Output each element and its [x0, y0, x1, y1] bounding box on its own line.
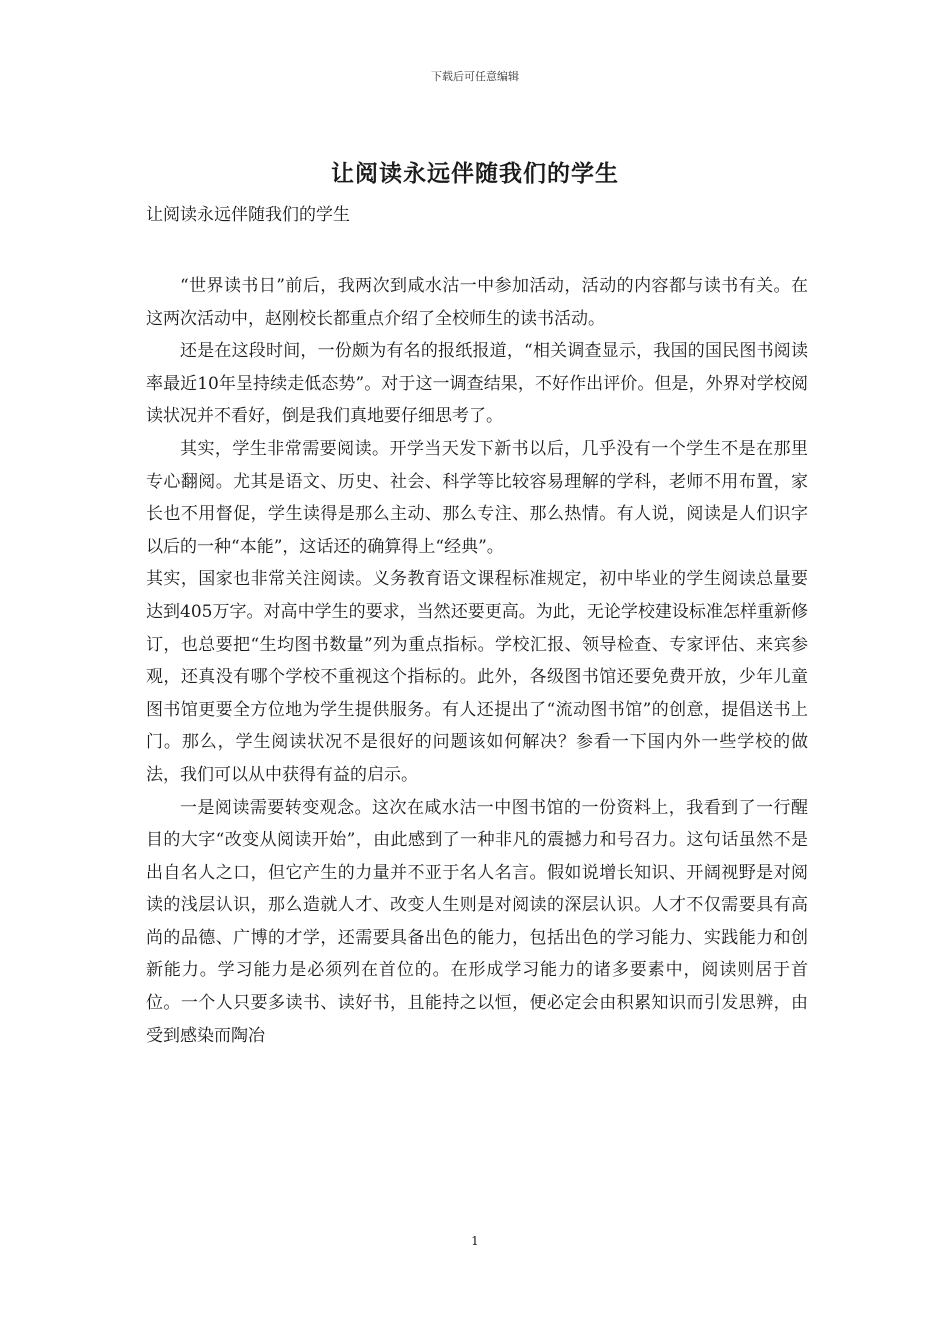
document-title: 让阅读永远伴随我们的学生	[331, 160, 619, 187]
document-body	[146, 270, 808, 1052]
paragraph: 其实，国家也非常关注阅读。义务教育语文课程标准规定，初中毕业的学生阅读总量要达到405万字。对高中学生的要求，当然还要更高。为此，无论学校建设标准怎样重新修订，也总要把“生均图书数量”列为重点指标。学校汇报、领导检查、专家评估、来宾参观，还真没有哪个学校不重视这个指标的。此外，各级图书馆还要免费开放，少年儿童图书馆更要全方位地为学生提供服务。有人还提出了“流动图书馆”的创意，提倡送书上门。那么，学生阅读状况不是很好的问题该如何解决？参看一下国内外一些学校的做法，我们可以从中获得有益的启示。	[146, 569, 808, 785]
document-subtitle: 让阅读永远伴随我们的学生	[146, 205, 350, 225]
paragraph: 一是阅读需要转变观念。这次在咸水沽一中图书馆的一份资料上，我看到了一行醒目的大字“改变从阅读开始”，由此感到了一种非凡的震撼力和号召力。这句话虽然不是出自名人之口，但它产生的力量并不亚于名人名言。假如说增长知识、开阔视野是对阅读的浅层认识，那么造就人才、改变人生则是对阅读的深层认识。人才不仅需要具有高尚的品德、广博的才学，还需要具备出色的能力，包括出色的学习能力、实践能力和创新能力。学习能力是必须列在首位的。在形成学习能力的诸多要素中，阅读则居于首位。一个人只要多读书、读好书，且能持之以恒，便必定会由积累知识而引发思辨，由受到感染而陶冶	[146, 797, 808, 1046]
page-header-note: 下载后可任意编辑	[431, 70, 519, 83]
paragraph: 其实，学生非常需要阅读。开学当天发下新书以后，几乎没有一个学生不是在那里专心翻阅。尤其是语文、历史、社会、科学等比较容易理解的学科，老师不用布置，家长也不用督促，学生读得是那么主动、那么专注、那么热情。有人说，阅读是人们识字以后的一种“本能”，这话还的确算得上“经典”。	[146, 438, 808, 557]
page-number: 1	[471, 1234, 479, 1248]
paragraph: 还是在这段时间，一份颇为有名的报纸报道，“相关调查显示，我国的国民图书阅读率最近10年呈持续走低态势”。对于这一调查结果，不好作出评价。但是，外界对学校阅读状况并不看好，倒是我们真地要仔细思考了。	[146, 341, 808, 427]
paragraph: “世界读书日”前后，我两次到咸水沽一中参加活动，活动的内容都与读书有关。在这两次活动中，赵刚校长都重点介绍了全校师生的读书活动。	[146, 276, 808, 329]
